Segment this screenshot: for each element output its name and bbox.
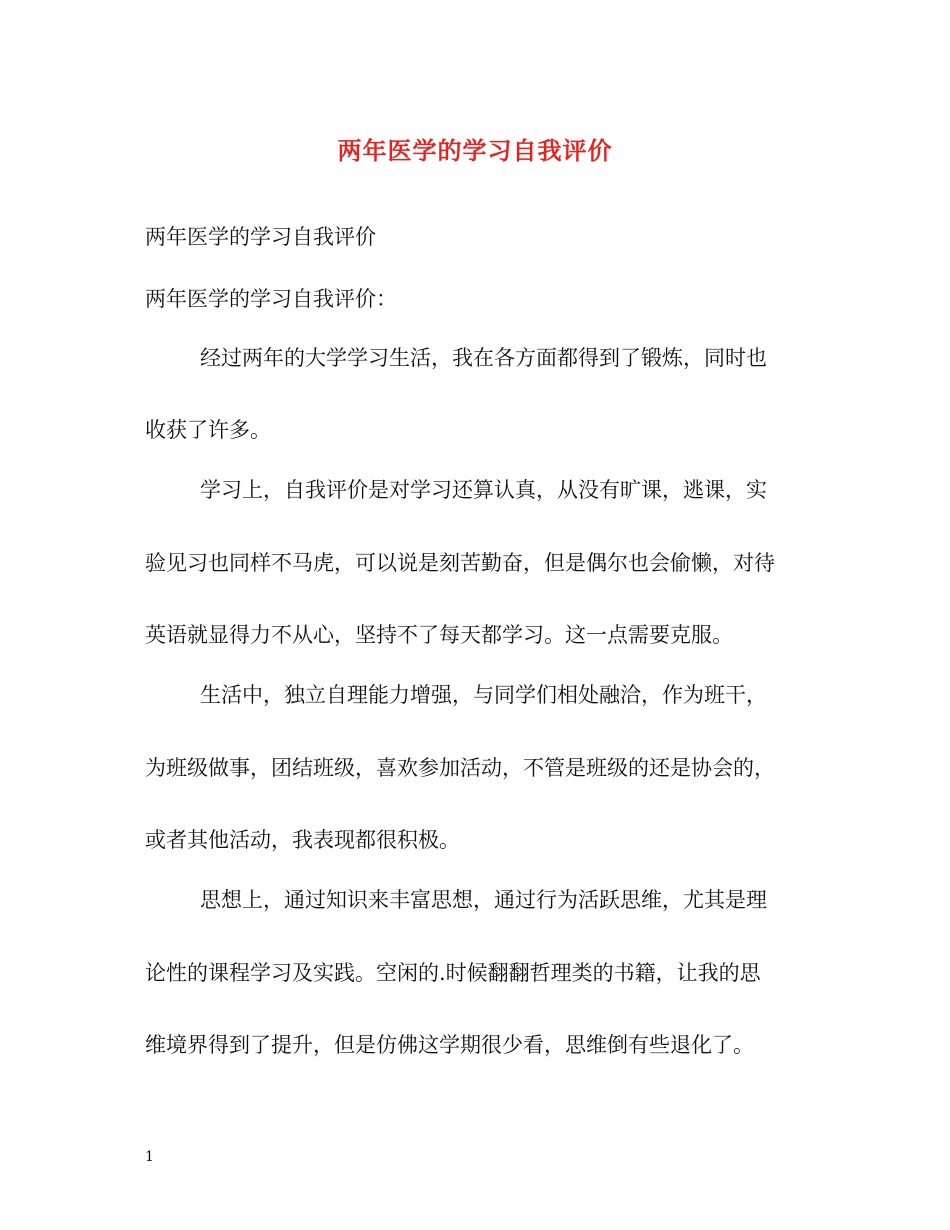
text-line: 或者其他活动，我表现都很积极。 bbox=[145, 828, 460, 852]
text-line: 为班级做事，团结班级，喜欢参加活动，不管是班级的还是协会的， bbox=[145, 756, 775, 780]
text-line: 验见习也同样不马虎，可以说是刻苦勤奋，但是偶尔也会偷懒，对待 bbox=[145, 551, 775, 575]
text-line: 英语就显得力不从心，坚持不了每天都学习。这一点需要克服。 bbox=[145, 623, 733, 647]
text-line: 生活中，独立自理能力增强，与同学们相处融洽，作为班干， bbox=[200, 683, 767, 707]
text-line: 两年医学的学习自我评价 bbox=[145, 225, 376, 249]
text-line: 两年医学的学习自我评价： bbox=[145, 287, 397, 311]
text-line: 经过两年的大学学习生活，我在各方面都得到了锻炼，同时也 bbox=[200, 346, 767, 370]
text-line: 论性的课程学习及实践。空闲的.时候翻翻哲理类的书籍，让我的思 bbox=[145, 961, 761, 985]
text-line: 思想上，通过知识来丰富思想，通过行为活跃思维，尤其是理 bbox=[200, 888, 767, 912]
text-line: 收获了许多。 bbox=[145, 418, 271, 442]
page-number: 1 bbox=[145, 1149, 154, 1165]
text-line: 维境界得到了提升，但是仿佛这学期很少看，思维倒有些退化了。 bbox=[145, 1033, 754, 1057]
document-title: 两年医学的学习自我评价 bbox=[337, 136, 613, 165]
text-line: 学习上，自我评价是对学习还算认真，从没有旷课，逃课，实 bbox=[200, 478, 767, 502]
